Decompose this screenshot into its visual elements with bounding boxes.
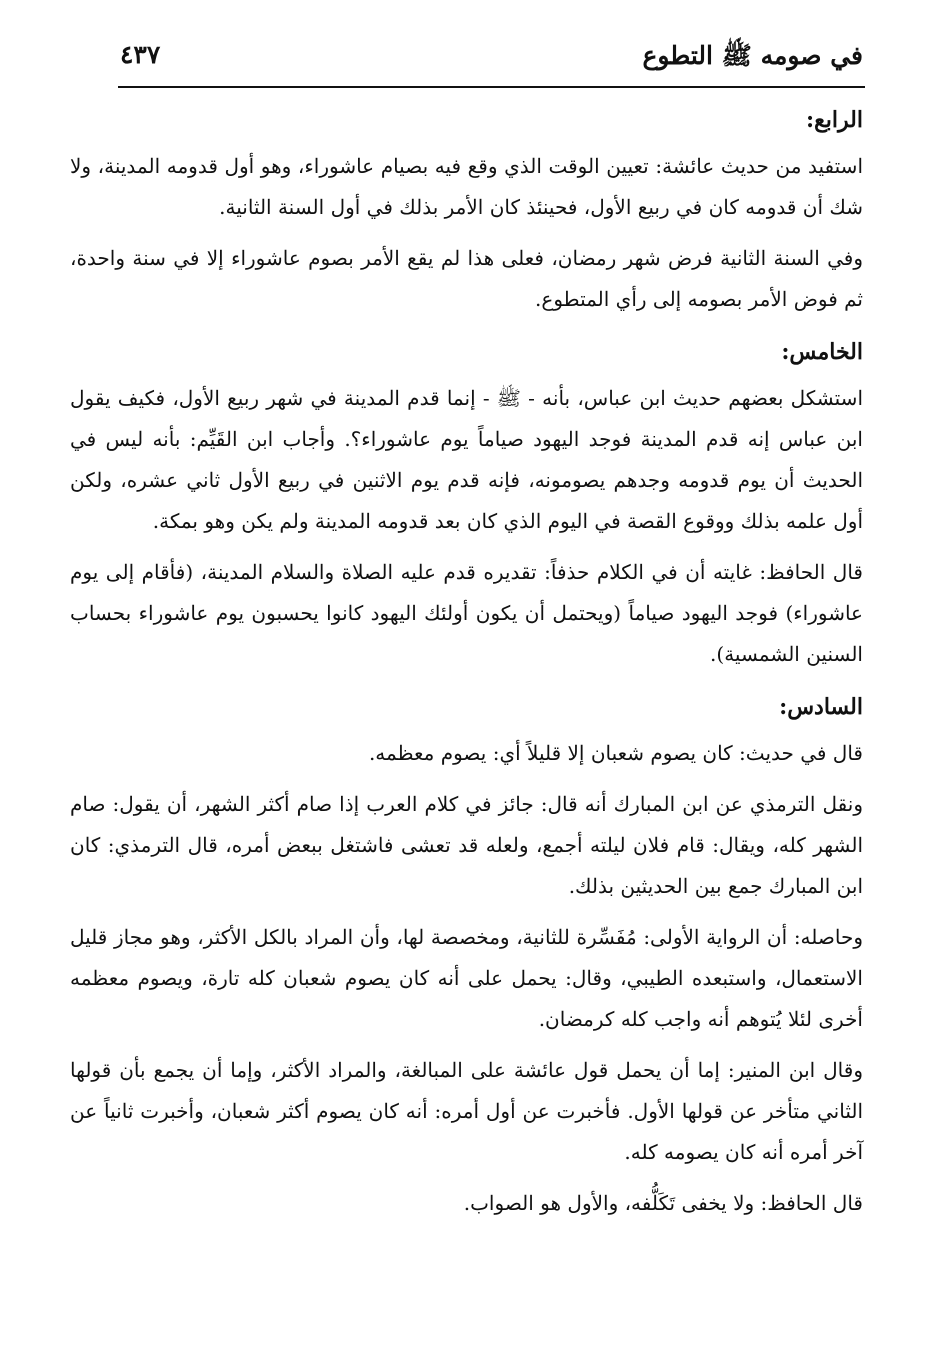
- paragraph: وفي السنة الثانية فرض شهر رمضان، فعلى هذا لم يقع الأمر بصوم عاشوراء إلا في سنة واحدة، ثم فوض الأمر بصومه إلى رأي المتطوع.: [70, 246, 863, 311]
- section-heading-sixth: السادس:: [779, 694, 863, 720]
- header-rule: [118, 86, 865, 88]
- paragraph: استفيد من حديث عائشة: تعيين الوقت الذي وقع فيه بصيام عاشوراء، وهو أول قدومه المدينة، ولا شك أن قدومه كان في ربيع الأول، فحينئذ كان الأمر بذلك في أول السنة الثانية.: [70, 154, 863, 219]
- paragraph: وقال ابن المنير: إما أن يحمل قول عائشة على المبالغة، والمراد الأكثر، وإما أن يجمع بأن قولها الثاني متأخر عن قولها الأول. فأخبرت عن أول أمره: أنه كان يصوم أكثر شعبان، وأخبرت ثانياً عن آخر أمره أنه كان يصومه كله.: [70, 1058, 863, 1164]
- paragraph: قال في حديث: كان يصوم شعبان إلا قليلاً أي: يصوم معظمه.: [368, 741, 863, 765]
- page-body: [70, 98, 863, 1224]
- paragraph: وحاصله: أن الرواية الأولى: مُفَسِّرة للثانية، ومخصصة لها، وأن المراد بالكل الأكثر، وهو مجاز قليل الاستعمال، واستبعده الطيبي، وقال: يحمل على أنه كان يصوم شعبان كله تارة، ويصوم معظمه أخرى لئلا يُتوهم أنه واجب كله كرمضان.: [70, 925, 863, 1031]
- paragraph: قال الحافظ: ولا يخفى تَكَلُّفه، والأول هو الصواب.: [463, 1191, 863, 1215]
- paragraph: ونقل الترمذي عن ابن المبارك أنه قال: جائز في كلام العرب إذا صام أكثر الشهر، أن يقول: صام الشهر كله، ويقال: قام فلان ليلته أجمع، ولعله قد تعشى فاشتغل ببعض أمره، قال الترمذي: كان ابن المبارك جمع بين الحديثين بذلك.: [70, 792, 863, 898]
- section-heading-fourth: الرابع:: [805, 107, 863, 133]
- running-title: في صومه ﷺ التطوع: [642, 41, 863, 70]
- page-number: ٤٣٧: [120, 40, 161, 69]
- paragraph: استشكل بعضهم حديث ابن عباس، بأنه - ﷺ - إنما قدم المدينة في شهر ربيع الأول، فكيف يقول ابن عباس إنه قدم المدينة فوجد اليهود صياماً يوم عاشوراء؟. وأجاب ابن القَيِّم: بأنه ليس في الحديث أن يوم قدومه وجدهم يصومونه، فإنه قدم يوم الاثنين في ربيع الأول ثاني عشره، ولكن أول علمه بذلك ووقوع القصة في اليوم الذي كان بعد قدومه المدينة ولم يكن وهو بمكة.: [70, 386, 863, 533]
- section-heading-fifth: الخامس:: [781, 339, 863, 365]
- paragraph: قال الحافظ: غايته أن في الكلام حذفاً: تقديره قدم عليه الصلاة والسلام المدينة، (فأقام إلى يوم عاشوراء) فوجد اليهود صياماً (ويحتمل أن يكون أولئك اليهود كانوا يحسبون يوم عاشوراء بحساب السنين الشمسية).: [70, 560, 863, 666]
- running-header: [120, 36, 863, 84]
